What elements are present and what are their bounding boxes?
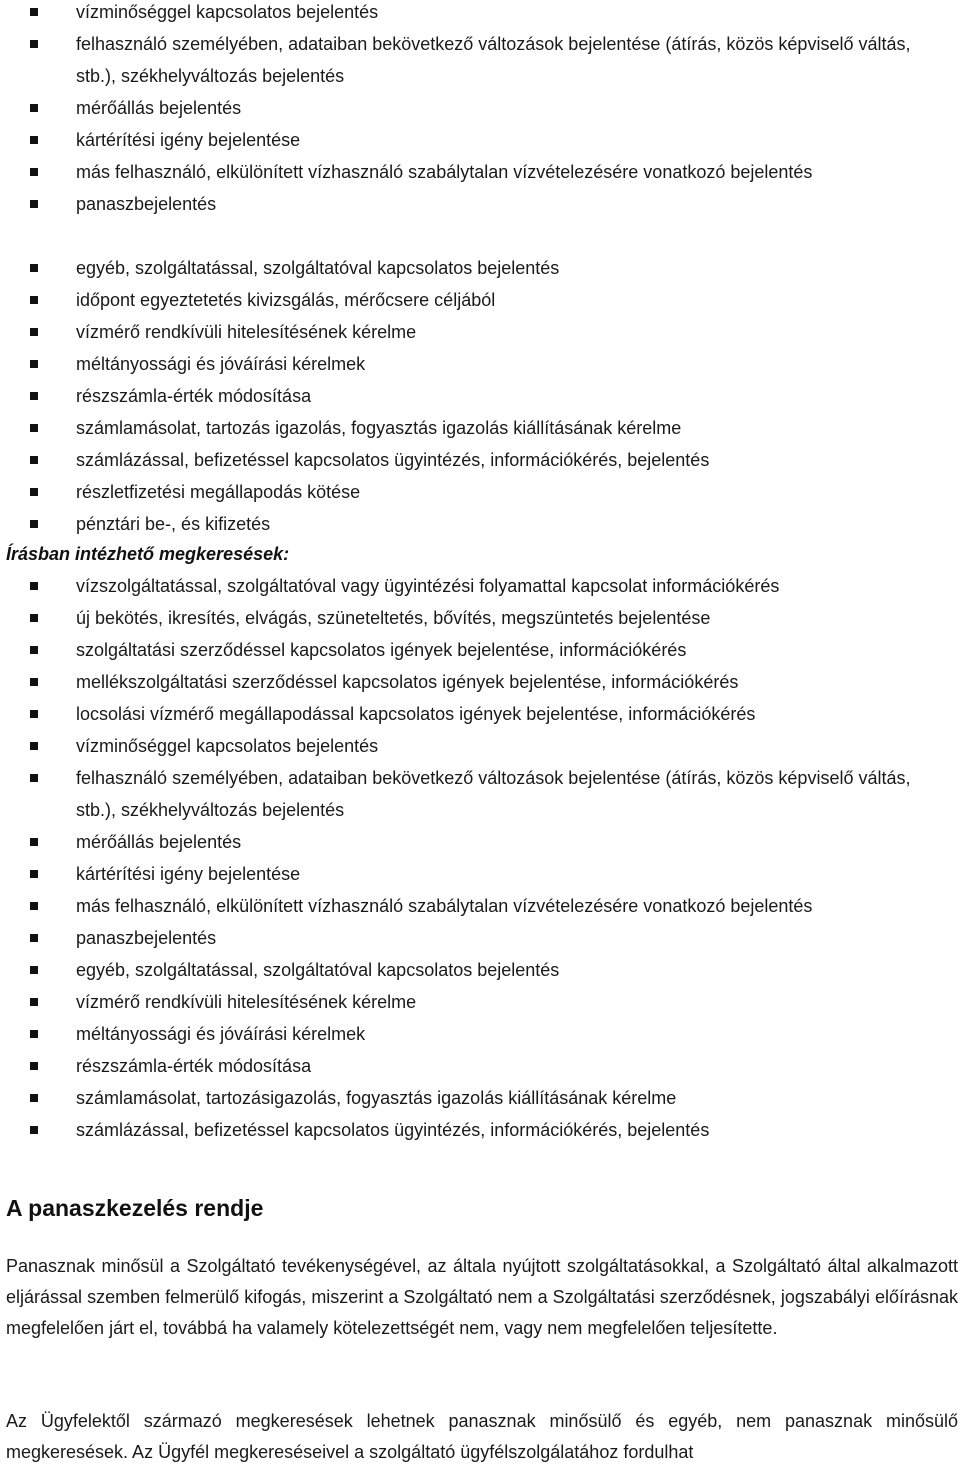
list-item: kártérítési igény bejelentése <box>0 858 960 890</box>
list-item: részszámla-érték módosítása <box>0 380 960 412</box>
list-item: számlamásolat, tartozásigazolás, fogyasztás igazolás kiállításának kérelme <box>0 1082 960 1114</box>
square-bullet-icon <box>30 614 38 622</box>
list-spacer <box>0 220 960 252</box>
complaint-definition-paragraph: Panasznak minősül a Szolgáltató tevékenységével, az általa nyújtott szolgáltatásokkal, a Szolgáltató által alkalmazott eljárással szemben felmerülő kifogás, miszerint a Szolgáltató nem a Szolgáltatási szerződésnek, jogszabályi előírásnak megfelelően járt el, továbbá ha valamely kötelezettségét nem, vagy nem megfelelően teljesítette. <box>6 1256 958 1338</box>
list-item: méltányossági és jóváírási kérelmek <box>0 1018 960 1050</box>
square-bullet-icon <box>30 998 38 1006</box>
list-item: felhasználó személyében, adataiban bekövetkező változások bejelentése (átírás, közös képviselő váltás, stb.), székhelyváltozás bejelentés <box>0 762 960 826</box>
list-item: vízszolgáltatással, szolgáltatóval vagy ügyintézési folyamattal kapcsolat információkérés <box>0 570 960 602</box>
list-item: méltányossági és jóváírási kérelmek <box>0 348 960 380</box>
square-bullet-icon <box>30 742 38 750</box>
list-item: vízmérő rendkívüli hitelesítésének kérelme <box>0 986 960 1018</box>
requests-types-paragraph: Az Ügyfelektől származó megkeresések lehetnek panasznak minősülő és egyéb, nem panasznak minősülő megkeresések. Az Ügyfél megkereséseivel a szolgáltató ügyfélszolgálatához fordulhat <box>6 1411 958 1462</box>
list-item: részletfizetési megállapodás kötése <box>0 476 960 508</box>
square-bullet-icon <box>30 646 38 654</box>
square-bullet-icon <box>30 1030 38 1038</box>
square-bullet-icon <box>30 296 38 304</box>
square-bullet-icon <box>30 710 38 718</box>
list-item: más felhasználó, elkülönített vízhasználó szabálytalan vízvételezésére vonatkozó bejelentés <box>0 156 960 188</box>
square-bullet-icon <box>30 1126 38 1134</box>
list-item: panaszbejelentés <box>0 188 960 220</box>
list-item: részszámla-érték módosítása <box>0 1050 960 1082</box>
list-item: vízminőséggel kapcsolatos bejelentés <box>0 730 960 762</box>
list-item: vízmérő rendkívüli hitelesítésének kérelme <box>0 316 960 348</box>
list-item: számlamásolat, tartozás igazolás, fogyasztás igazolás kiállításának kérelme <box>0 412 960 444</box>
list-item: időpont egyeztetetés kivizsgálás, mérőcsere céljából <box>0 284 960 316</box>
written-requests-heading: Írásban intézhető megkeresések: <box>6 544 290 564</box>
square-bullet-icon <box>30 678 38 686</box>
list-item: egyéb, szolgáltatással, szolgáltatóval kapcsolatos bejelentés <box>0 954 960 986</box>
square-bullet-icon <box>30 328 38 336</box>
list-item: más felhasználó, elkülönített vízhasználó szabálytalan vízvételezésére vonatkozó bejelentés <box>0 890 960 922</box>
square-bullet-icon <box>30 870 38 878</box>
written-requests-list <box>0 570 960 1146</box>
square-bullet-icon <box>30 934 38 942</box>
square-bullet-icon <box>30 392 38 400</box>
list-item: mérőállás bejelentés <box>0 826 960 858</box>
square-bullet-icon <box>30 360 38 368</box>
square-bullet-icon <box>30 902 38 910</box>
square-bullet-icon <box>30 488 38 496</box>
list-item: mérőállás bejelentés <box>0 92 960 124</box>
square-bullet-icon <box>30 40 38 48</box>
square-bullet-icon <box>30 966 38 974</box>
square-bullet-icon <box>30 200 38 208</box>
square-bullet-icon <box>30 774 38 782</box>
section-title: A panaszkezelés rendje <box>6 1195 264 1221</box>
square-bullet-icon <box>30 838 38 846</box>
list-item: új bekötés, ikresítés, elvágás, szüneteltetés, bővítés, megszüntetés bejelentése <box>0 602 960 634</box>
square-bullet-icon <box>30 1062 38 1070</box>
list-item: vízminőséggel kapcsolatos bejelentés <box>0 0 960 28</box>
square-bullet-icon <box>30 424 38 432</box>
square-bullet-icon <box>30 264 38 272</box>
list-item: felhasználó személyében, adataiban bekövetkező változások bejelentése (átírás, közös képviselő váltás, stb.), székhelyváltozás bejelentés <box>0 28 960 92</box>
square-bullet-icon <box>30 582 38 590</box>
list-item: egyéb, szolgáltatással, szolgáltatóval kapcsolatos bejelentés <box>0 252 960 284</box>
list-item: szolgáltatási szerződéssel kapcsolatos igények bejelentése, információkérés <box>0 634 960 666</box>
square-bullet-icon <box>30 168 38 176</box>
list-item: pénztári be-, és kifizetés <box>0 508 960 540</box>
square-bullet-icon <box>30 456 38 464</box>
list-item: locsolási vízmérő megállapodással kapcsolatos igények bejelentése, információkérés <box>0 698 960 730</box>
square-bullet-icon <box>30 520 38 528</box>
square-bullet-icon <box>30 136 38 144</box>
square-bullet-icon <box>30 8 38 16</box>
list-item: számlázással, befizetéssel kapcsolatos ügyintézés, információkérés, bejelentés <box>0 444 960 476</box>
square-bullet-icon <box>30 1094 38 1102</box>
list-item: kártérítési igény bejelentése <box>0 124 960 156</box>
in-person-requests-list <box>0 0 960 540</box>
list-item: számlázással, befizetéssel kapcsolatos ügyintézés, információkérés, bejelentés <box>0 1114 960 1146</box>
list-item: mellékszolgáltatási szerződéssel kapcsolatos igények bejelentése, információkérés <box>0 666 960 698</box>
square-bullet-icon <box>30 104 38 112</box>
list-item: panaszbejelentés <box>0 922 960 954</box>
